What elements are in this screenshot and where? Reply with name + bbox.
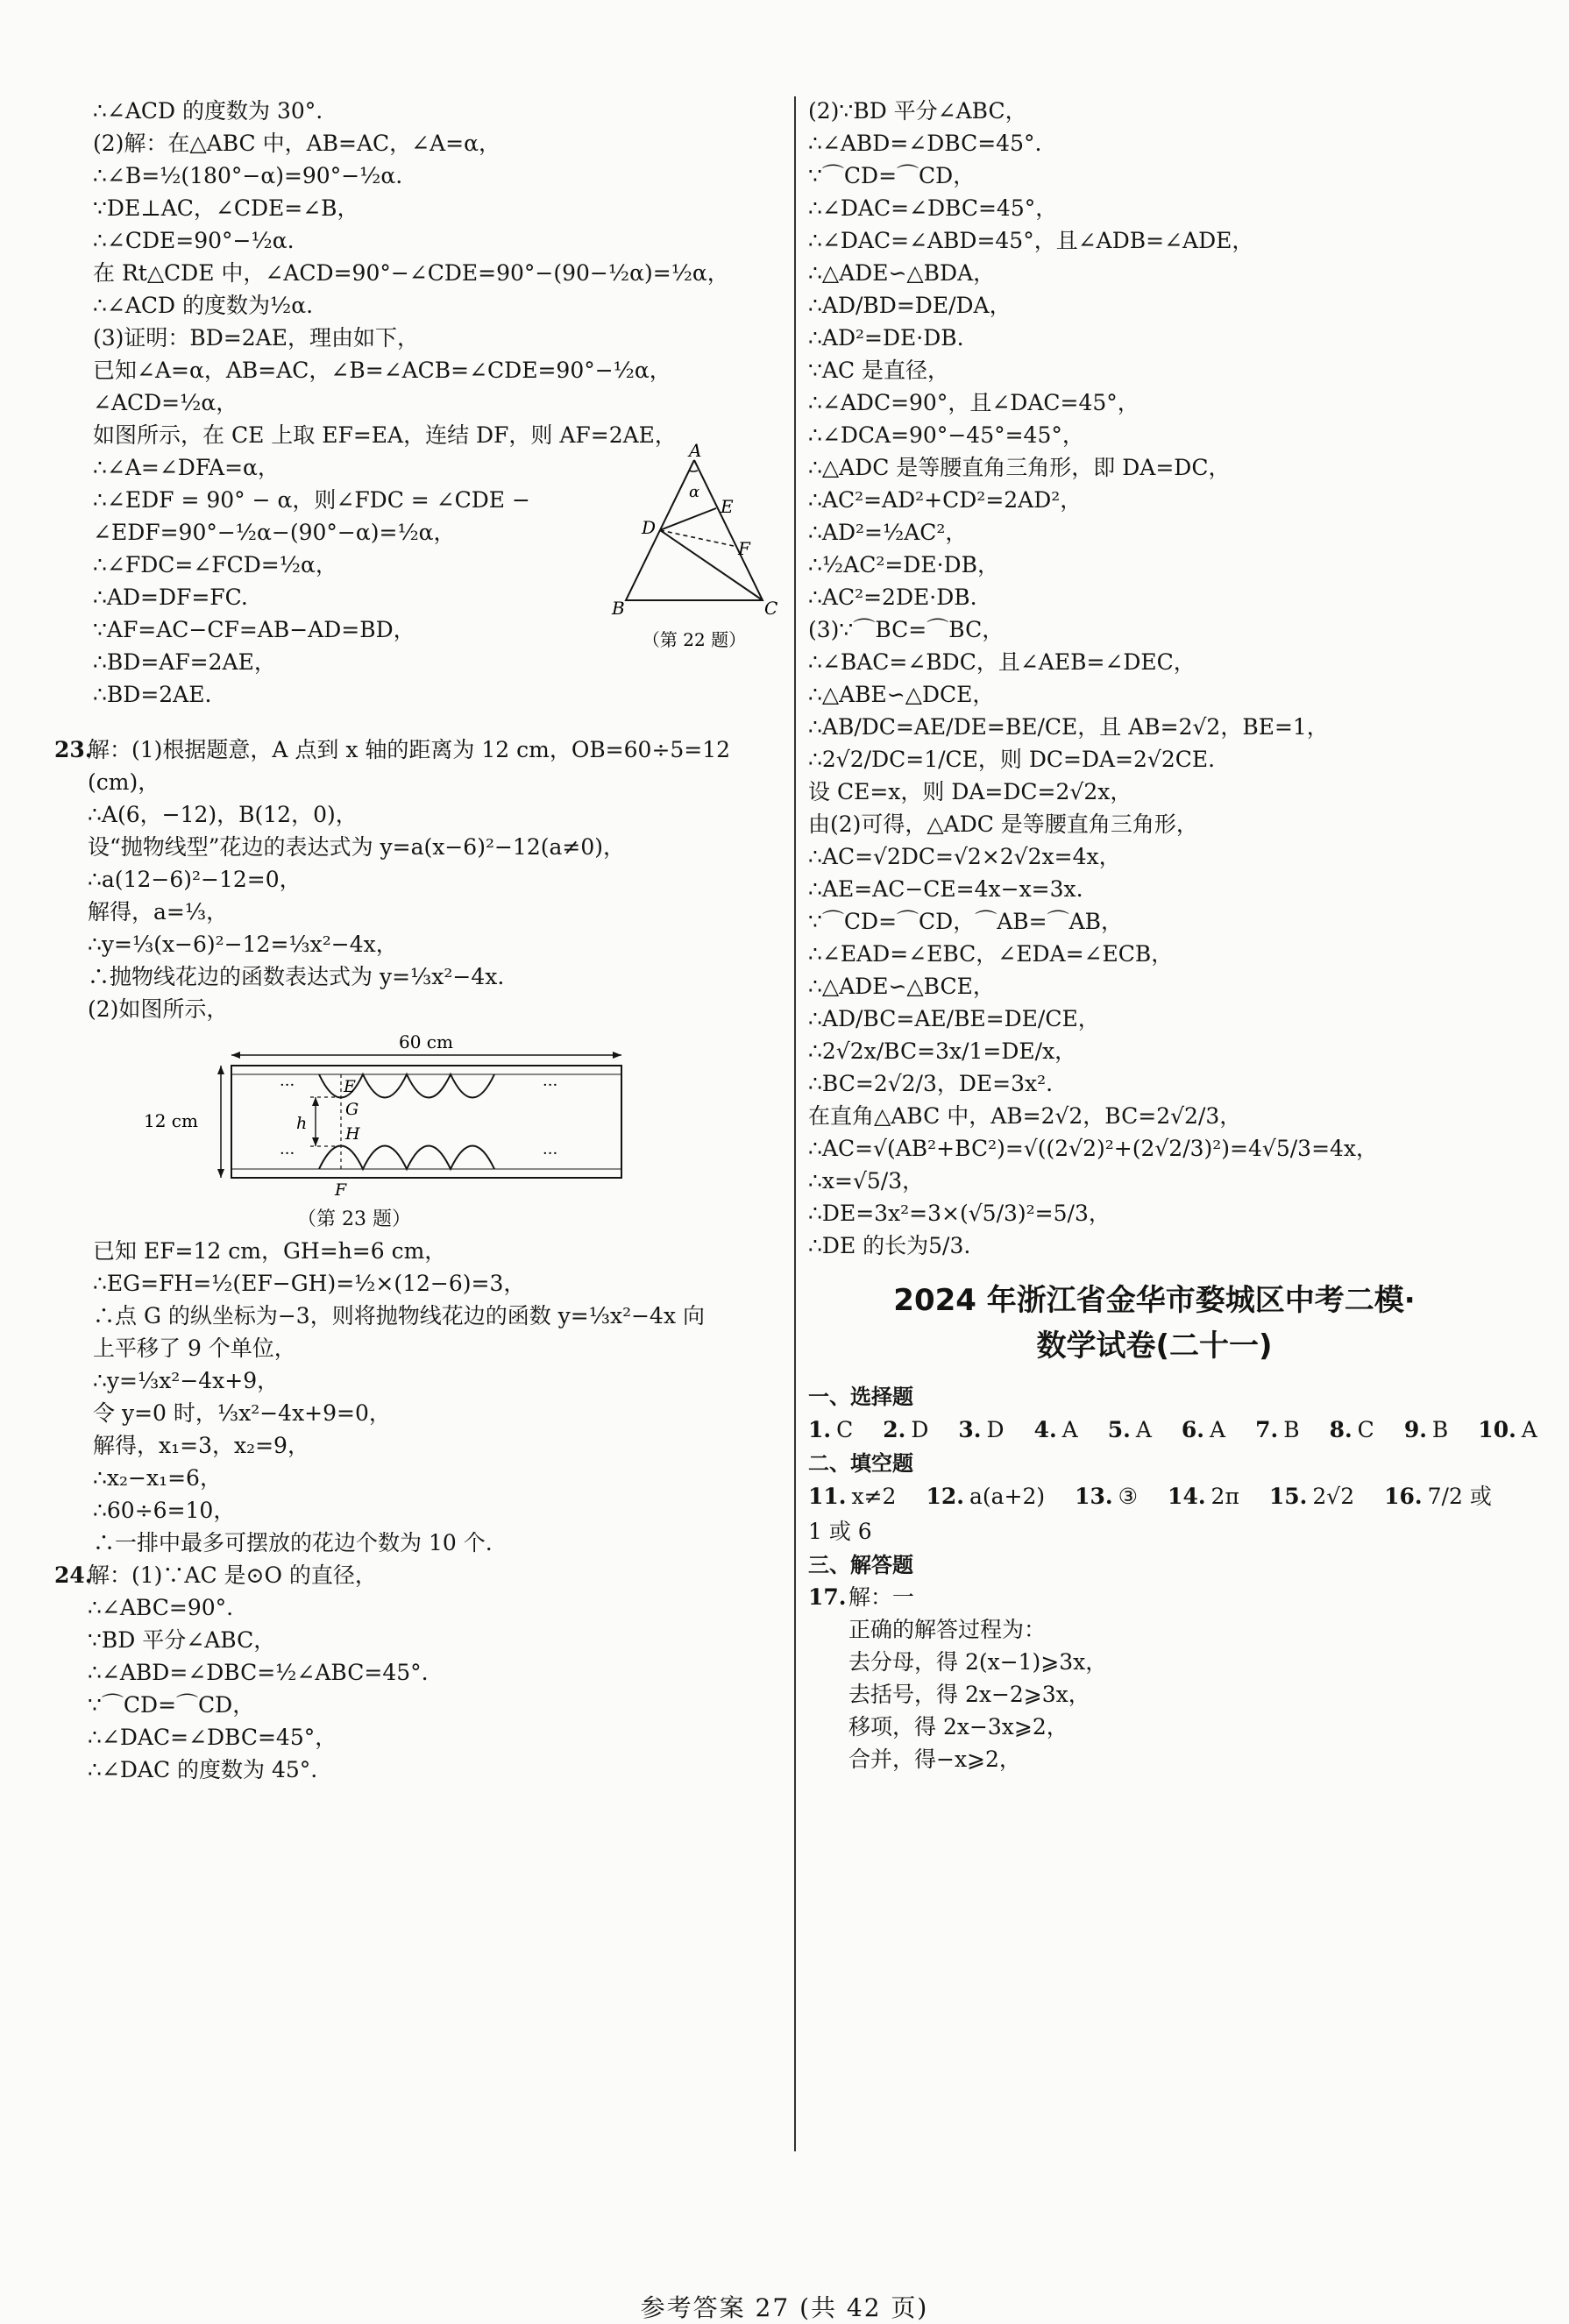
answer-item xyxy=(1330,1417,1374,1442)
text-line: ∴∠ABD=∠DBC=½∠ABC=45°. xyxy=(88,1660,429,1685)
fig23-label-h: H xyxy=(345,1124,360,1144)
page-footer: 参考答案 27 (共 42 页) xyxy=(640,2293,929,2322)
q22-figure-block xyxy=(93,443,784,733)
text-line: ∴∠ACD 的度数为½α. xyxy=(93,293,314,318)
exam-title-line1: 2024 年浙江省金华市婺城区中考二模· xyxy=(893,1283,1416,1318)
q17-solution xyxy=(848,1581,1107,1775)
text-line: 在 Rt△CDE 中，∠ACD=90°−∠CDE=90°−(90−½α)=½α， xyxy=(93,260,729,286)
fig22-label-b: B xyxy=(612,598,625,619)
text-line: ∴抛物线花边的函数表达式为 y=⅓x²−4x. xyxy=(88,964,505,989)
right-column xyxy=(808,95,1537,1775)
answer-number: 15. xyxy=(1268,1484,1308,1509)
text-line: ∴∠ABC=90°. xyxy=(88,1595,234,1620)
text-line: ∴△ADE∽△BDA， xyxy=(808,260,996,286)
answer-item xyxy=(926,1484,1045,1509)
text-line: ∴∠EDF = 90° − α，则∠FDC = ∠CDE − xyxy=(93,487,530,513)
text-line: ∴x₂−x₁=6， xyxy=(93,1465,222,1491)
text-line: ∴∠BAC=∠BDC，且∠AEB=∠DEC， xyxy=(808,649,1196,675)
fig22-caption: （第 22 题） xyxy=(642,629,747,650)
fig23-caption: （第 23 题） xyxy=(297,1208,411,1230)
text-line: ∴∠ADC=90°，且∠DAC=45°， xyxy=(808,390,1139,415)
answer-item xyxy=(1182,1417,1225,1442)
fig23-height-label: 12 cm xyxy=(144,1110,198,1131)
column-divider xyxy=(794,96,796,2151)
answer-value: B xyxy=(1283,1417,1300,1442)
text-line: ∴AC²=2DE·DB. xyxy=(808,585,977,610)
answer-number: 8. xyxy=(1329,1417,1352,1442)
text-line: 解得，x₁=3，x₂=9， xyxy=(93,1433,309,1458)
text-line: ∴EG=FH=½(EF−GH)=½×(12−6)=3， xyxy=(93,1271,526,1296)
answer-item xyxy=(1168,1484,1239,1509)
text-line: ∴∠DAC=∠DBC=45°， xyxy=(88,1725,337,1750)
answer-item xyxy=(1255,1417,1299,1442)
text-line: ∴∠DAC=∠DBC=45°， xyxy=(808,195,1058,221)
fig23-width-label: 60 cm xyxy=(399,1031,453,1052)
q23-solution-part1 xyxy=(88,733,730,1025)
text-line: ∴AB/DC=AE/DE=BE/CE，且 AB=2√2，BE=1， xyxy=(808,714,1329,740)
text-line: ∴∠DAC=∠ABD=45°，且∠ADB=∠ADE， xyxy=(808,228,1254,253)
q17-number: 17. xyxy=(808,1584,847,1610)
text-line: ∵DE⊥AC，∠CDE=∠B， xyxy=(93,195,359,221)
answer-item xyxy=(808,1417,853,1442)
answer-item xyxy=(1108,1417,1152,1442)
text-line: ∴2√2x/BC=3x/1=DE/x， xyxy=(808,1038,1077,1064)
text-line: ∴∠A=∠DFA=α， xyxy=(93,455,280,480)
text-line: ∴AD/BD=DE/DA， xyxy=(808,293,1012,318)
text-line: ∴2√2/DC=1/CE，则 DC=DA=2√2CE. xyxy=(808,747,1216,772)
q22-solution-part2 xyxy=(93,451,584,711)
text-line: 去括号，得 2x−2⩾3x， xyxy=(848,1682,1090,1707)
text-line: 由(2)可得，△ADC 是等腰直角三角形， xyxy=(808,811,1198,837)
text-line: ∵BD 平分∠ABC， xyxy=(88,1627,276,1653)
text-line: 解：(1)∵AC 是⊙O 的直径， xyxy=(88,1562,377,1588)
text-line: ∴∠ABD=∠DBC=45°. xyxy=(808,131,1042,156)
q17 xyxy=(808,1581,1501,1775)
text-line: ∴△ADE∽△BCE， xyxy=(808,974,995,999)
section-solve-heading: 三、解答题 xyxy=(808,1553,913,1577)
q22-figure xyxy=(607,443,782,662)
answer-number: 13. xyxy=(1075,1484,1113,1509)
answer-value: 2π xyxy=(1210,1484,1239,1509)
answer-value: C xyxy=(836,1417,854,1442)
text-line: ∴y=⅓(x−6)²−12=⅓x²−4x， xyxy=(88,932,398,957)
answer-item xyxy=(883,1417,928,1442)
text-line: ∴△ADC 是等腰直角三角形，即 DA=DC， xyxy=(808,455,1231,480)
text-line: ∴½AC²=DE·DB， xyxy=(808,552,999,577)
text-line: ∠EDF=90°−½α−(90°−α)=½α， xyxy=(93,520,456,545)
answer-number: 6. xyxy=(1181,1417,1205,1442)
answer-number: 9. xyxy=(1403,1417,1427,1442)
answer-number: 1. xyxy=(808,1417,832,1442)
text-line: 解得，a=⅓， xyxy=(88,899,229,925)
text-line: ∴∠DAC 的度数为 45°. xyxy=(88,1757,318,1782)
text-line: ∴∠FDC=∠FCD=½α， xyxy=(93,552,337,577)
text-line: 正确的解答过程为： xyxy=(848,1617,1047,1642)
text-line: ∴BD=AF=2AE， xyxy=(93,649,276,675)
answer-number: 5. xyxy=(1107,1417,1131,1442)
answer-item xyxy=(958,1417,1004,1442)
fig23-dots-2: ··· xyxy=(280,1144,295,1163)
answer-number: 14. xyxy=(1168,1484,1206,1509)
answer-value: a(a+2) xyxy=(969,1484,1046,1509)
fig22-label-c: C xyxy=(764,598,778,619)
q23-figure xyxy=(144,1029,635,1231)
text-line: ∵⌒CD=⌒CD， xyxy=(88,1692,255,1718)
fig22-angle-label: α xyxy=(689,483,700,501)
exam-title-line2: 数学试卷(二十一) xyxy=(1036,1329,1273,1364)
answer-value: ③ xyxy=(1118,1484,1139,1509)
fig23-dots-4: ··· xyxy=(543,1144,558,1163)
q24-number: 24. xyxy=(54,1562,93,1588)
text-line: ∴DE 的长为5/3. xyxy=(808,1233,971,1258)
text-line: ∴BC=2√2/3，DE=3x². xyxy=(808,1071,1054,1096)
answer-value: D xyxy=(986,1417,1005,1442)
text-line: 已知∠A=α，AB=AC，∠B=∠ACB=∠CDE=90°−½α， xyxy=(93,358,671,383)
answer-number: 16. xyxy=(1384,1484,1423,1509)
text-line: ∵⌒CD=⌒CD，⌒AB=⌒AB， xyxy=(808,909,1123,934)
text-line: 去分母，得 2(x−1)⩾3x， xyxy=(848,1649,1108,1675)
text-line: ∴点 G 的纵坐标为−3，则将抛物线花边的函数 y=⅓x²−4x 向 xyxy=(93,1303,705,1329)
text-line: ∴AE=AC−CE=4x−x=3x. xyxy=(808,876,1083,902)
text-line: ∴∠ACD 的度数为 30°. xyxy=(93,98,323,124)
text-line: ∵⌒CD=⌒CD， xyxy=(808,163,976,188)
answer-number: 3. xyxy=(958,1417,982,1442)
fig23-dots-1: ··· xyxy=(280,1076,295,1095)
answer-value: x≠2 xyxy=(851,1484,897,1509)
text-line: 移项，得 2x−3x⩾2， xyxy=(848,1714,1068,1739)
fill-answers xyxy=(808,1479,1501,1549)
text-line: 合并，得−x⩾2， xyxy=(848,1747,1021,1772)
answer-value: A xyxy=(1521,1417,1537,1442)
text-line: ∴∠B=½(180°−α)=90°−½α. xyxy=(93,163,403,188)
answer-value: A xyxy=(1135,1417,1152,1442)
text-line: ∴AD/BC=AE/BE=DE/CE， xyxy=(808,1006,1100,1031)
text-line: ∴∠DCA=90°−45°=45°， xyxy=(808,422,1084,448)
text-line: ∴∠CDE=90°−½α. xyxy=(93,228,295,253)
text-line: (3)∵⌒BC=⌒BC， xyxy=(808,617,1005,642)
text-line: ∴BD=2AE. xyxy=(93,682,212,707)
text-line: ∴DE=3x²=3×(√5/3)²=5/3， xyxy=(808,1201,1111,1226)
text-line: 设“抛物线型”花边的表达式为 y=a(x−6)²−12(a≠0)， xyxy=(88,834,625,860)
text-line: ∴AD=DF=FC. xyxy=(93,585,248,610)
answer-number: 2. xyxy=(883,1417,906,1442)
answer-value: A xyxy=(1210,1417,1226,1442)
q24 xyxy=(54,1559,784,1786)
fig22-label-a: A xyxy=(689,443,702,461)
answer-item xyxy=(1478,1417,1537,1442)
text-line: ∴y=⅓x²−4x+9， xyxy=(93,1368,280,1393)
q24-solution-part2 xyxy=(808,95,1501,1262)
q23-number: 23. xyxy=(54,737,93,762)
text-line: ∴A(6，−12)，B(12，0)， xyxy=(88,802,358,827)
text-line: ∴x=√5/3， xyxy=(808,1168,925,1194)
text-line: ∴60÷6=10， xyxy=(93,1498,236,1523)
text-line: ∴a(12−6)²−12=0， xyxy=(88,867,302,892)
choice-answers xyxy=(808,1413,1537,1448)
text-line: (2)∵BD 平分∠ABC， xyxy=(808,98,1027,124)
answer-value: A xyxy=(1061,1417,1078,1442)
fig23-label-e: E xyxy=(344,1077,356,1096)
fig23-label-h-small: h xyxy=(296,1114,308,1133)
answer-item xyxy=(808,1484,896,1509)
text-line: ∴AD²=DE·DB. xyxy=(808,325,964,351)
fig22-label-d: D xyxy=(642,517,657,538)
text-line: ∴∠EAD=∠EBC，∠EDA=∠ECB， xyxy=(808,941,1174,967)
answer-number: 11. xyxy=(808,1484,847,1509)
q24-solution-part1 xyxy=(88,1559,429,1786)
answer-value: 7/2 或 1 或 6 xyxy=(808,1484,1492,1544)
answer-item xyxy=(1075,1484,1138,1509)
text-line: 解：一 xyxy=(848,1584,915,1610)
text-line: ∴AD²=½AC²， xyxy=(808,520,968,545)
answer-number: 4. xyxy=(1033,1417,1057,1442)
text-line: ∴AC=√2DC=√2×2√2x=4x， xyxy=(808,844,1121,869)
text-line: 设 CE=x，则 DA=DC=2√2x， xyxy=(808,779,1132,804)
fig23-label-g: G xyxy=(345,1100,359,1119)
text-line: ∴一排中最多可摆放的花边个数为 10 个. xyxy=(93,1530,493,1555)
text-line: 解：(1)根据题意，A 点到 x 轴的距离为 12 cm，OB=60÷5=12 xyxy=(88,737,731,762)
answer-item xyxy=(1269,1484,1354,1509)
text-line: 上平移了 9 个单位， xyxy=(93,1336,296,1361)
text-line: (3)证明：BD=2AE，理由如下， xyxy=(93,325,419,351)
section-fill-heading: 二、填空题 xyxy=(808,1451,913,1476)
fig23-label-f: F xyxy=(335,1180,347,1200)
q23 xyxy=(54,733,784,1025)
answer-value: C xyxy=(1357,1417,1374,1442)
text-line: ∴AC=√(AB²+BC²)=√((2√2)²+(2√2/3)²)=4√5/3=4x， xyxy=(808,1136,1379,1161)
text-line: 如图所示，在 CE 上取 EF=EA，连结 DF，则 AF=2AE， xyxy=(93,422,677,448)
fig22-label-f: F xyxy=(738,538,750,559)
answer-number: 12. xyxy=(926,1484,964,1509)
answer-value: 2√2 xyxy=(1312,1484,1355,1509)
answer-value: B xyxy=(1431,1417,1449,1442)
answer-item xyxy=(808,1484,1492,1544)
q22-solution-part1 xyxy=(93,95,784,451)
text-line: (cm)， xyxy=(88,769,160,795)
left-column xyxy=(54,95,784,1786)
answer-value: D xyxy=(911,1417,929,1442)
text-line: 已知 EF=12 cm，GH=h=6 cm， xyxy=(93,1238,447,1264)
q23-solution-part2 xyxy=(93,1235,784,1559)
text-line: ∴△ABE∽△DCE， xyxy=(808,682,995,707)
text-line: (2)解：在△ABC 中，AB=AC，∠A=α， xyxy=(93,131,501,156)
text-line: ∴AC²=AD²+CD²=2AD²， xyxy=(808,487,1083,513)
answer-number: 7. xyxy=(1255,1417,1279,1442)
answer-number: 10. xyxy=(1478,1417,1516,1442)
fig22-label-e: E xyxy=(721,496,734,517)
text-line: ∵AC 是直径， xyxy=(808,358,950,383)
text-line: 在直角△ABC 中，AB=2√2，BC=2√2/3， xyxy=(808,1103,1242,1129)
text-line: ∠ACD=½α， xyxy=(93,390,238,415)
text-line: 令 y=0 时，⅓x²−4x+9=0， xyxy=(93,1400,391,1426)
answer-item xyxy=(1034,1417,1078,1442)
answer-item xyxy=(1404,1417,1448,1442)
text-line: ∵AF=AC−CF=AB−AD=BD， xyxy=(93,617,415,642)
fig23-dots-3: ··· xyxy=(543,1076,558,1095)
section-choice-heading: 一、选择题 xyxy=(808,1385,913,1409)
text-line: (2)如图所示， xyxy=(88,996,229,1022)
